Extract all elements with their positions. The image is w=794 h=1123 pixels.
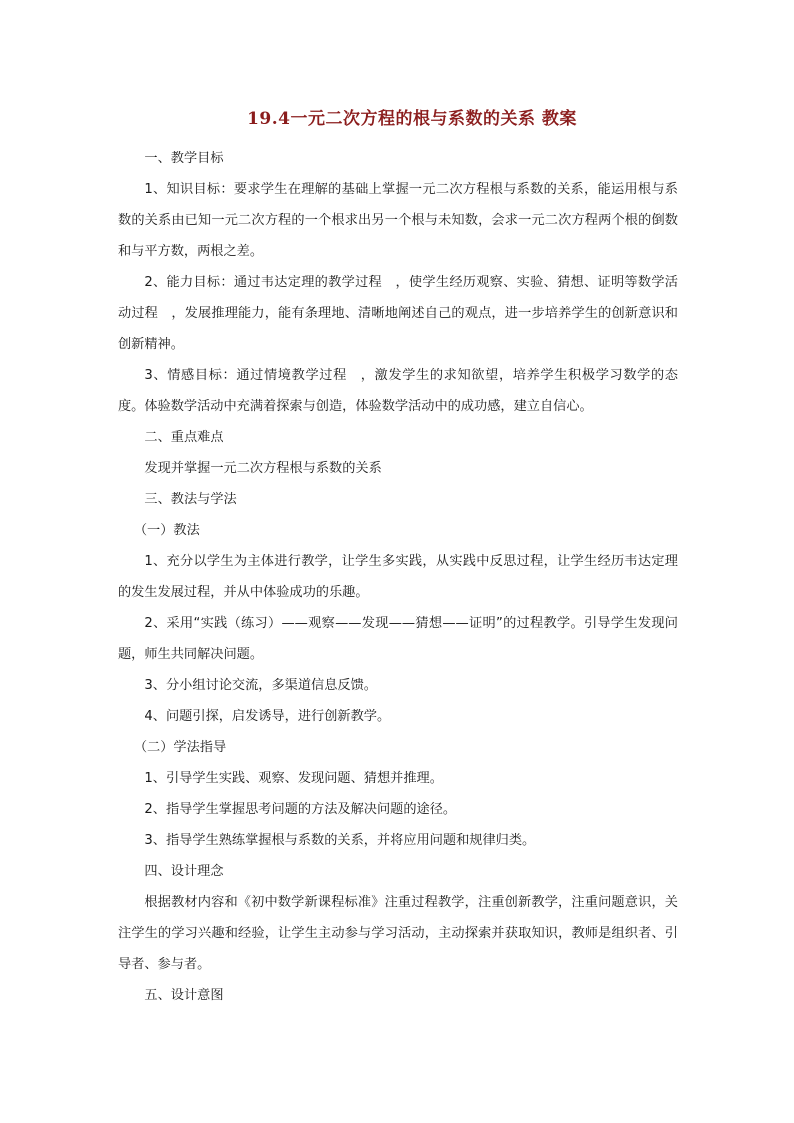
document-body	[118, 143, 678, 1011]
paragraph: 3、情感目标：通过情境教学过程 ，激发学生的求知欲望，培养学生积极学习数学的态度。体验数学活动中充满着探索与创造，体验数学活动中的成功感，建立自信心。	[118, 368, 678, 414]
section-heading: 三、教法与学法	[144, 492, 237, 507]
paragraph: 4、问题引探，启发诱导，进行创新教学。	[144, 709, 391, 724]
paragraph: 发现并掌握一元二次方程根与系数的关系	[144, 461, 382, 476]
paragraph: 2、指导学生掌握思考问题的方法及解决问题的途径。	[144, 802, 457, 817]
paragraph: 2、能力目标：通过韦达定理的教学过程 ，使学生经历观察、实验、猜想、证明等数学活动过程 ，发展推理能力，能有条理地、清晰地阐述自己的观点，进一步培养学生的创新意识和创新精神。	[118, 275, 678, 352]
subsection-heading: （二）学法指导	[133, 740, 227, 755]
paragraph: 1、引导学生实践、观察、发现问题、猜想并推理。	[144, 771, 443, 786]
section-heading: 四、设计理念	[144, 864, 224, 879]
paragraph: 2、采用“实践（练习）——观察——发现——猜想——证明”的过程教学。引导学生发现问题，师生共同解决问题。	[118, 616, 678, 662]
paragraph: 1、知识目标：要求学生在理解的基础上掌握一元二次方程根与系数的关系，能运用根与系数的关系由已知一元二次方程的一个根求出另一个根与未知数，会求一元二次方程两个根的倒数和与平方数，两根之差。	[118, 182, 678, 259]
subsection-heading: （一）教法	[133, 523, 200, 538]
section-heading: 一、教学目标	[144, 151, 224, 166]
paragraph: 1、充分以学生为主体进行教学，让学生多实践，从实践中反思过程，让学生经历韦达定理的发生发展过程，并从中体验成功的乐趣。	[118, 554, 678, 600]
paragraph: 3、指导学生熟练掌握根与系数的关系，并将应用问题和规律归类。	[144, 833, 536, 848]
section-heading: 五、设计意图	[144, 988, 224, 1003]
document-title: 19.4一元二次方程的根与系数的关系 教案	[247, 109, 577, 129]
paragraph: 3、分小组讨论交流，多渠道信息反馈。	[144, 678, 377, 693]
section-heading: 二、重点难点	[144, 430, 224, 445]
paragraph: 根据教材内容和《初中数学新课程标准》注重过程教学，注重创新教学，注重问题意识，关注学生的学习兴趣和经验，让学生主动参与学习活动，主动探索并获取知识，教师是组织者、引导者、参与者。	[118, 895, 678, 972]
